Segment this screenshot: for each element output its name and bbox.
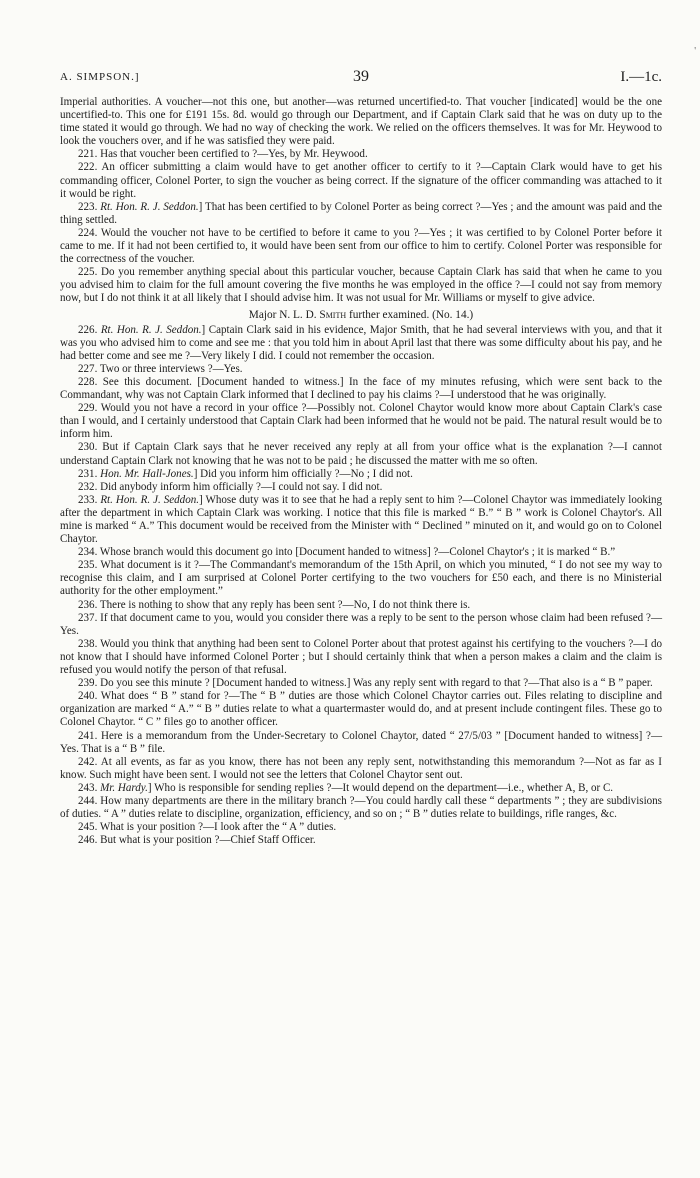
question-paragraph (60, 795, 662, 821)
paragraph-text: 227. Two or three interviews ?—Yes. (78, 362, 243, 375)
question-number: 233. (78, 493, 101, 506)
paragraph-text: ] Did you inform him officially ?—No ; I did not. (193, 467, 413, 480)
paragraph-text: 246. But what is your position ?—Chief Staff Officer. (78, 834, 316, 847)
question-paragraph (60, 376, 662, 402)
question-paragraph (60, 599, 662, 612)
speaker-name: Rt. Hon. R. J. Seddon. (100, 200, 199, 213)
paragraph-text: ] Who is responsible for sending replies ?—It would depend on the department—i.e., whether A, B, or C. (147, 781, 614, 794)
question-paragraph (60, 677, 662, 690)
question-paragraph (60, 161, 662, 200)
paragraph-text: 235. What document is it ?—The Commandant's memorandum of the 15th April, on which you minuted, “ I do not see my way to recognise this claim, and I am surprised at Colonel Porter certifying to the two vouchers for £50 each, and there is no Ministerial authority for the other employment.” (60, 559, 662, 598)
paragraph-text: 244. How many departments are there in the military branch ?—You could hardly call these “ departments ” ; they are subdivisions of duties. “ A ” duties relate to discipline, organization, efficiency, and so on ; “ B ” duties relate to buildings, rifle ranges, &c. (60, 794, 662, 821)
question-paragraph (60, 441, 662, 467)
question-paragraph (60, 266, 662, 305)
question-paragraph (60, 402, 662, 441)
paragraph-text: 236. There is nothing to show that any reply has been sent ?—No, I do not think there is. (78, 598, 471, 611)
paragraph-text: 222. An officer submitting a claim would have to get another officer to certify to it ?—Captain Clark would have to get his commanding officer, Colonel Porter, to sign the voucher as being correct. If the signature of the officer commanding was attached to it it would be right. (60, 161, 662, 200)
question-paragraph (60, 821, 662, 834)
section-heading (60, 309, 662, 322)
document-body (60, 96, 662, 847)
heading-text: further examined. (No. 14.) (346, 308, 474, 321)
paragraph-text: 237. If that document came to you, would you consider there was a reply to be sent to the person whose claim had been refused ?—Yes. (60, 611, 662, 637)
paragraph-text: ] That has been certified to by Colonel Porter as being correct ?—Yes ; and the amount was paid and the thing settled. (60, 200, 662, 226)
question-paragraph (60, 494, 662, 546)
heading-surname: Smith (319, 308, 347, 321)
margin-mark: ' (694, 46, 696, 57)
question-number: 226. (78, 323, 101, 336)
question-paragraph (60, 834, 662, 847)
question-paragraph (60, 468, 662, 481)
paragraph-text: 240. What does “ B ” stand for ?—The “ B ” duties are those which Colonel Chaytor carries out. Files relating to discipline and organization are marked “ A.” “ B ” duties relate to what a quartermaster would do, and at present include contingent files. These go to Colonel Chaytor. “ C ” files go to another officer. (60, 690, 662, 729)
speaker-name: Rt. Hon. R. J. Seddon. (100, 493, 200, 506)
question-paragraph (60, 559, 662, 598)
speaker-name: Mr. Hardy. (100, 781, 148, 794)
continued-paragraph (60, 96, 662, 148)
question-paragraph (60, 756, 662, 782)
paragraph-text: 221. Has that voucher been certified to ?—Yes, by Mr. Heywood. (78, 148, 368, 161)
paragraph-text: 225. Do you remember anything special about this particular voucher, because Captain Clark has said that when he came to you you advised him to claim for the full amount covering the five months he was employed in the office ?—I could not say from memory now, but I do not think it at all likely that I should advise him. It was not usual for Mr. Williams or myself to give advice. (60, 266, 662, 305)
question-paragraph (60, 690, 662, 729)
paragraph-text: 245. What is your position ?—I look after the “ A ” duties. (78, 821, 337, 834)
paragraph-text: ] Whose duty was it to see that he had a reply sent to him ?—Colonel Chaytor was immediately looking after the department in which Captain Clark was working. I notice that this file is marked “ B.” “ B ” work is Colonel Chaytor's. All mine is marked “ A.” This document would be received from the Minister with “ Declined ” minuted on it, and would go on to Colonel Chaytor. (60, 493, 663, 546)
question-number: 243. (78, 781, 101, 794)
heading-text: Major N. L. D. (248, 308, 320, 321)
question-paragraph (60, 612, 662, 638)
question-paragraph (60, 782, 662, 795)
question-paragraph (60, 227, 662, 266)
question-paragraph (60, 201, 662, 227)
speaker-name: Hon. Mr. Hall-Jones. (100, 467, 194, 480)
question-paragraph (60, 638, 662, 677)
paragraph-text: 230. But if Captain Clark says that he never received any reply at all from your office what is the explanation ?—I cannot understand Captain Clark not knowing that he was not to be paid ; he discussed the matter with me so often. (60, 441, 662, 467)
page-number: 39 (353, 68, 369, 85)
paragraph-text: 239. Do you see this minute ? [Document handed to witness.] Was any reply sent with regard to that ?—That also is a “ B ” paper. (78, 677, 653, 690)
document-page (60, 68, 662, 847)
question-paragraph (60, 730, 662, 756)
question-paragraph (60, 546, 662, 559)
question-paragraph (60, 148, 662, 161)
paragraph-text: 224. Would the voucher not have to be certified to before it came to you ?—Yes ; it was certified to by Colonel Porter before it came to me. If it had not been certified to, it would have been sent from our office to him to certify. Colonel Porter was responsible for the correctness of the voucher. (60, 226, 662, 266)
paragraph-text: 242. At all events, as far as you know, there has not been any reply sent, notwithstanding this memorandum ?—Not as far as I know. Such might have been sent. I would not see the letters that Colonel Chaytor sent out. (60, 755, 662, 781)
paper-reference: I.—1c. (620, 69, 662, 85)
question-paragraph (60, 363, 662, 376)
question-paragraph (60, 481, 662, 494)
question-number: 223. (78, 200, 101, 213)
header-witness-name: A. SIMPSON.] (60, 71, 140, 83)
speaker-name: Rt. Hon. R. J. Seddon. (100, 323, 202, 336)
page-header (60, 68, 662, 90)
paragraph-text: 241. Here is a memorandum from the Under-Secretary to Colonel Chaytor, dated “ 27/5/03 ” [Document handed to witness] ?—Yes. That is a “ B ” file. (60, 729, 662, 755)
paragraph-text: 234. Whose branch would this document go into [Document handed to witness] ?—Colonel Chaytor's ; it is marked “ B.” (78, 546, 616, 559)
paragraph-text: ] Captain Clark said in his evidence, Major Smith, that he had several interviews with you, and that it was you who advised him to come and see me : that you told him in about April last that there was some difficulty about his pay, and he had better come and see me ?—Very likely I did. I could not remember the occasion. (60, 323, 663, 362)
question-number: 231. (78, 467, 101, 480)
paragraph-text: 229. Would you not have a record in your office ?—Possibly not. Colonel Chaytor would know more about Captain Clark's case than I would, and I certainly understood that Captain Clark had been informed that he would not be paid. The natural result would be to inform him. (60, 402, 662, 441)
paragraph-text: 232. Did anybody inform him officially ?—I could not say. I did not. (78, 480, 383, 493)
question-paragraph (60, 324, 662, 363)
paragraph-text: 228. See this document. [Document handed to witness.] In the face of my minutes refusing, which were sent back to the Commandant, why was not Captain Clark informed that I declined to pay his claims ?—I understood that he was originally. (60, 375, 662, 402)
paragraph-text: Imperial authorities. A voucher—not this one, but another—was returned uncertified-to. That voucher [indicated] would be the one uncertified-to. This one for £191 15s. 8d. would go through our Department, and if Captain Clark said that he was on duty up to the time stated it would go through. We had no way of checking the work. We relied on the officers themselves. It was for Mr. Heywood to look the vouchers over, and if he was satisfied they were paid. (60, 96, 662, 148)
paragraph-text: 238. Would you think that anything had been sent to Colonel Porter about that protest against his certifying to the vouchers ?—I do not know that I should have informed Colonel Porter ; but I should certainly think that when a person makes a claim and the claim is refused you would notify the person of that refusal. (60, 637, 662, 677)
